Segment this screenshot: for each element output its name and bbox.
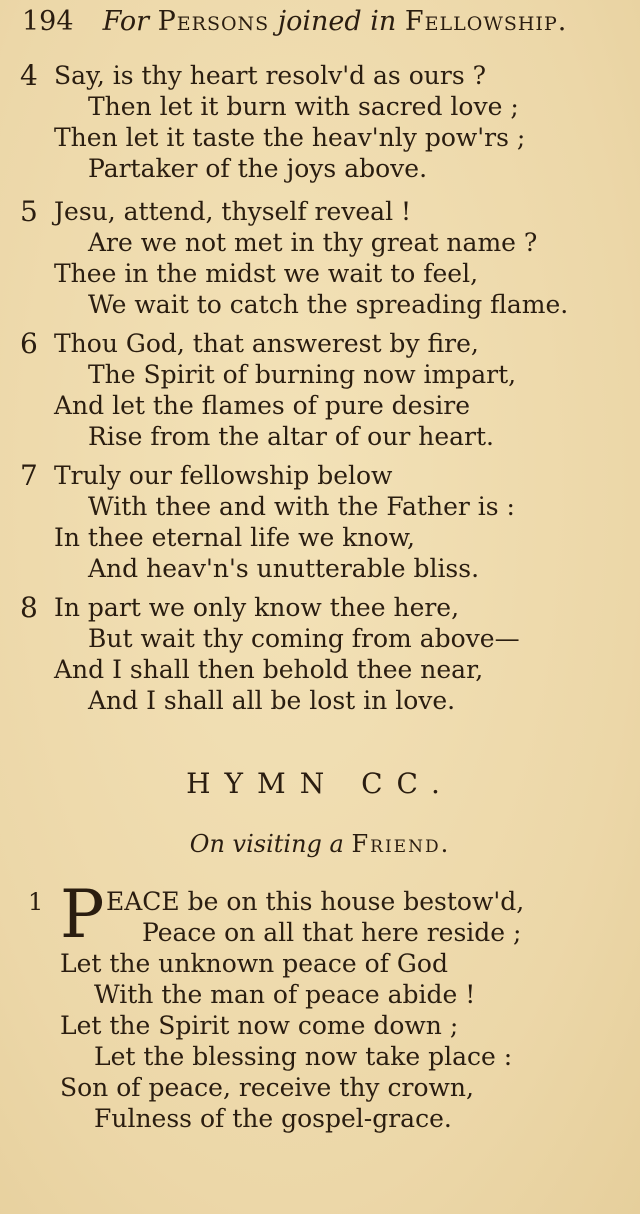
drop-cap: P xyxy=(60,876,105,953)
header-for: For xyxy=(102,6,150,37)
subtitle-prefix: On visiting a xyxy=(189,830,344,858)
verse-line: And I shall all be lost in love. xyxy=(88,686,456,715)
verse-line: Fulness of the gospel-grace. xyxy=(94,1104,452,1133)
verse-line: And heav'n's unutterable bliss. xyxy=(88,554,480,583)
running-header xyxy=(22,2,622,42)
stanza-number: 4 xyxy=(20,59,38,92)
verse-line: In thee eternal life we know, xyxy=(54,523,415,552)
header-persons: Persons xyxy=(157,6,270,37)
verse-line-first xyxy=(106,886,524,918)
verse-line: Truly our fellowship below xyxy=(54,461,393,490)
first-line-rest: be on this house bestow'd, xyxy=(179,887,525,916)
verse-line: Son of peace, receive thy crown, xyxy=(60,1073,474,1102)
verse-line: Thee in the midst we wait to feel, xyxy=(54,259,479,288)
verse-line: Then let it taste the heav'nly pow'rs ; xyxy=(54,123,526,152)
stanza-number: 5 xyxy=(20,195,38,228)
header-joined-in: joined in xyxy=(277,6,397,37)
verse-line: Let the blessing now take place : xyxy=(94,1042,513,1071)
verse-line: Partaker of the joys above. xyxy=(88,154,428,183)
hymn-title: HYMN CC. xyxy=(186,767,454,800)
verse-line: Let the unknown peace of God xyxy=(60,949,448,978)
verse-line: We wait to catch the spreading flame. xyxy=(88,290,569,319)
verse-line: Say, is thy heart resolv'd as ours ? xyxy=(54,61,486,90)
verse-line: Jesu, attend, thyself reveal ! xyxy=(54,197,412,226)
verse-line: But wait thy coming from above— xyxy=(88,624,520,653)
verse-line: And let the flames of pure desire xyxy=(54,391,471,420)
verse-line: Are we not met in thy great name ? xyxy=(88,228,538,257)
verse-line: With thee and with the Father is : xyxy=(88,492,515,521)
hymn-subtitle xyxy=(0,826,640,862)
verse-line: The Spirit of burning now impart, xyxy=(88,360,517,389)
verse-line: And I shall then behold thee near, xyxy=(54,655,484,684)
stanza-number: 1 xyxy=(28,888,44,916)
verse-line: Peace on all that here reside ; xyxy=(142,918,522,947)
stanza-number: 8 xyxy=(20,591,38,624)
verse-line: Rise from the altar of our heart. xyxy=(88,422,494,451)
verse-line: Let the Spirit now come down ; xyxy=(60,1011,459,1040)
verse-line: With the man of peace abide ! xyxy=(94,980,476,1009)
stanza-number: 7 xyxy=(20,459,38,492)
verse-line: Then let it burn with sacred love ; xyxy=(88,92,519,121)
header-fellowship: Fellowship. xyxy=(404,6,568,37)
verse-line: Thou God, that answerest by fire, xyxy=(54,329,479,358)
page-number: 194 xyxy=(22,6,74,37)
subtitle-word: Friend. xyxy=(351,830,451,858)
verse-line: In part we only know thee here, xyxy=(54,593,460,622)
first-word-rest: EACE xyxy=(106,887,180,916)
stanza-number: 6 xyxy=(20,327,38,360)
